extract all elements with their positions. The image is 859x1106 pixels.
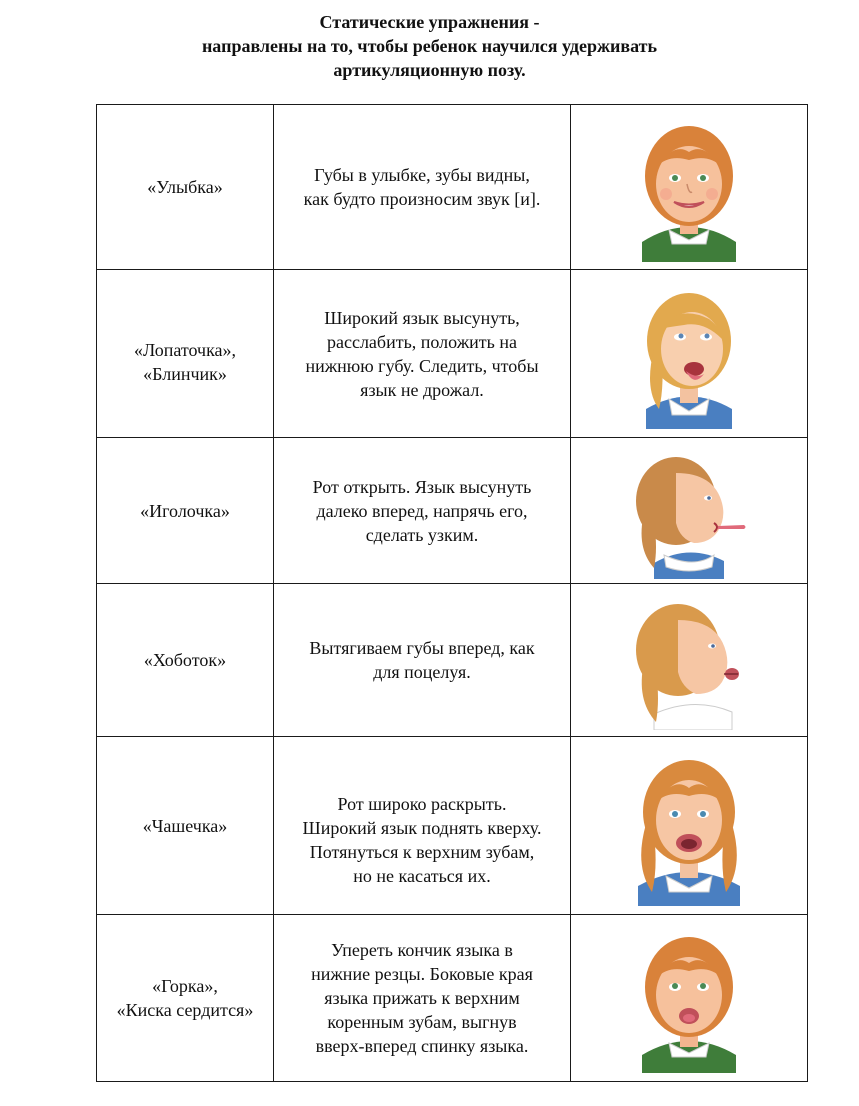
exercise-name-cell — [97, 584, 274, 737]
illustration-cell — [571, 915, 808, 1082]
table-row — [97, 438, 808, 584]
description-line: Рот широко раскрыть. — [337, 793, 507, 814]
description-line: Упереть кончик языка в — [331, 940, 513, 960]
description-line: язык не дрожал. — [360, 379, 484, 400]
description-line: Широкий язык поднять кверху. — [302, 817, 542, 838]
child-profile-tongue-narrow-illustration — [614, 443, 764, 579]
child-face-cup-tongue-illustration — [614, 746, 764, 906]
description-line: но не касаться их. — [353, 865, 491, 886]
description-line: для поцелуя. — [373, 662, 471, 682]
table-row — [97, 270, 808, 438]
description-line: языка прижать к верхним — [324, 988, 520, 1008]
description-line: Губы в улыбке, зубы видны, — [314, 165, 530, 185]
illustration-cell — [571, 105, 808, 270]
description-line: нижнюю губу. Следить, чтобы — [305, 355, 539, 376]
exercise-name-cell — [97, 737, 274, 915]
illustration-cell — [571, 270, 808, 438]
exercise-name: «Иголочка» — [140, 500, 230, 521]
illustration-cell — [571, 737, 808, 915]
description-line: Широкий язык высунуть, — [324, 307, 520, 328]
exercise-description-cell — [274, 105, 571, 270]
description-line: далеко вперед, напрячь его, — [316, 500, 528, 521]
exercise-description-cell — [274, 915, 571, 1082]
child-face-smile-illustration — [614, 112, 764, 262]
description-line: сделать узким. — [365, 524, 479, 545]
exercise-name-cell — [97, 915, 274, 1082]
exercise-name-cell — [97, 105, 274, 270]
child-face-hill-tongue-illustration — [614, 923, 764, 1073]
exercises-table — [96, 104, 808, 1082]
illustration-cell — [571, 438, 808, 584]
exercise-description-cell — [274, 438, 571, 584]
description-line: расслабить, положить на — [326, 331, 517, 352]
table-row — [97, 915, 808, 1082]
description-line: вверх-вперед спинку языка. — [315, 1036, 529, 1056]
exercise-description-cell — [274, 737, 571, 915]
exercise-name: «Киска сердится» — [116, 1000, 254, 1020]
table-row — [97, 737, 808, 915]
exercise-name: «Горка», — [152, 976, 218, 996]
exercise-name-cell — [97, 438, 274, 584]
table-row — [97, 105, 808, 270]
exercise-name-cell — [97, 270, 274, 438]
exercise-name: «Блинчик» — [143, 363, 227, 384]
description-line: как будто произносим звук [и]. — [303, 189, 541, 209]
exercise-name: «Чашечка» — [142, 815, 228, 836]
heading-line-3: артикуляционную позу. — [333, 60, 526, 80]
exercise-name: «Хоботок» — [143, 650, 227, 670]
description-line: нижние резцы. Боковые края — [311, 964, 533, 984]
exercise-description-cell — [274, 270, 571, 438]
table-row — [97, 584, 808, 737]
illustration-cell — [571, 584, 808, 737]
child-profile-lips-forward-illustration — [614, 590, 764, 730]
exercise-name: «Улыбка» — [147, 177, 223, 197]
description-line: Вытягиваем губы вперед, как — [309, 638, 535, 658]
exercise-description-cell — [274, 584, 571, 737]
description-line: Потянуться к верхним зубам, — [309, 841, 535, 862]
heading-line-2: направлены на то, чтобы ребенок научился удерживать — [201, 36, 658, 56]
page-heading — [0, 10, 859, 82]
exercise-name: «Лопаточка», — [133, 339, 237, 360]
description-line: коренным зубам, выгнув — [327, 1012, 517, 1032]
child-face-tongue-out-wide-illustration — [614, 279, 764, 429]
heading-line-1: Статические упражнения - — [319, 12, 540, 32]
description-line: Рот открыть. Язык высунуть — [312, 476, 532, 497]
